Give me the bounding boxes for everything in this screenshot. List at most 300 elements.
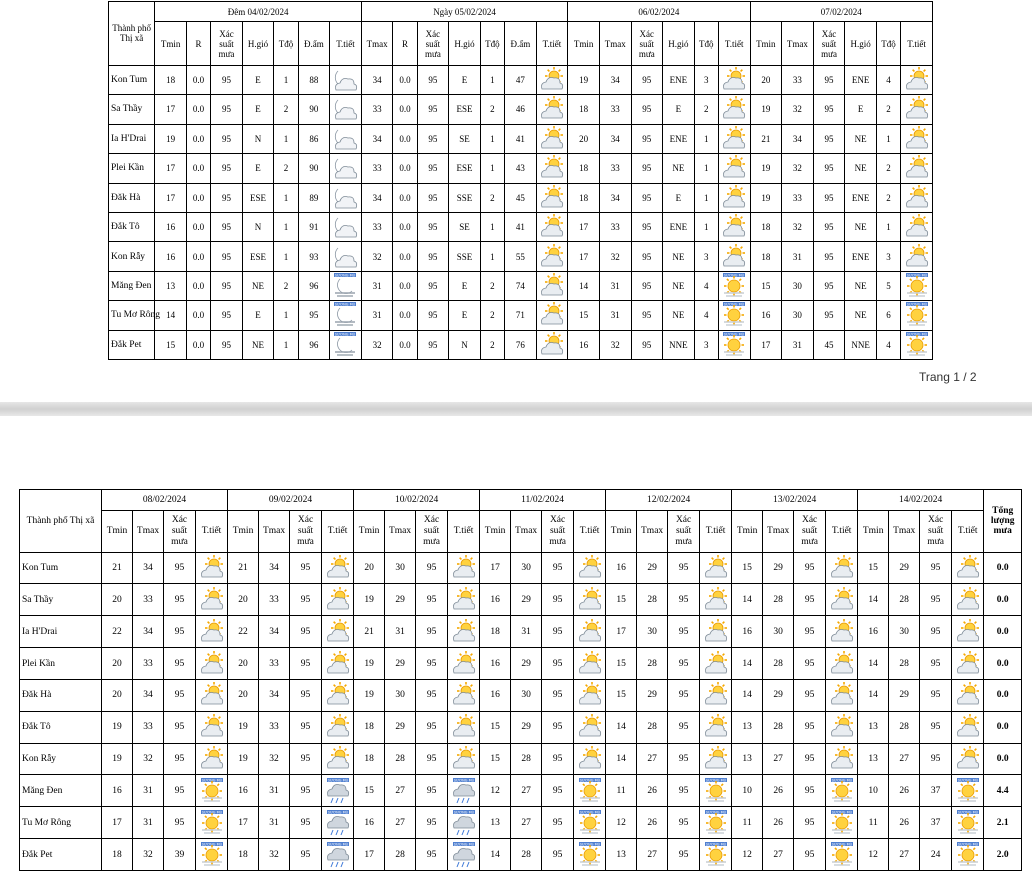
value-cell: 31 xyxy=(782,330,814,359)
weather-cell xyxy=(574,616,606,648)
value-cell: 95 xyxy=(164,648,196,680)
value-cell: 95 xyxy=(794,616,826,648)
weather-cell xyxy=(196,807,228,839)
weather-cell xyxy=(330,271,362,300)
value-cell: 29 xyxy=(511,648,542,680)
svg-text:SƯƠNG MÙ: SƯƠNG MÙ xyxy=(723,273,745,278)
value-cell: 17 xyxy=(750,330,782,359)
value-cell: 26 xyxy=(763,807,794,839)
page-1 xyxy=(0,0,1032,402)
weather-cell xyxy=(574,775,606,807)
column-header: T.tiết xyxy=(322,510,354,552)
partly-sunny-icon xyxy=(703,682,729,708)
partly-sunny-icon xyxy=(539,332,565,358)
value-cell: 18 xyxy=(354,711,385,743)
weather-cell xyxy=(322,616,354,648)
column-header: Tmax xyxy=(782,22,814,66)
value-cell: 41 xyxy=(505,124,537,153)
value-cell: 95 xyxy=(794,648,826,680)
rain-shower-icon xyxy=(451,778,477,804)
city-name: Kon Tum xyxy=(20,552,102,584)
value-cell: 17 xyxy=(102,807,133,839)
value-cell: 26 xyxy=(889,775,920,807)
partly-sunny-icon xyxy=(325,682,351,708)
weather-cell xyxy=(718,271,750,300)
value-cell: 95 xyxy=(631,65,663,94)
weather-cell xyxy=(196,775,228,807)
value-cell: NE xyxy=(845,154,877,183)
svg-text:SƯƠNG MÙ: SƯƠNG MÙ xyxy=(201,810,222,815)
value-cell: 14 xyxy=(858,679,889,711)
weather-cell xyxy=(700,584,732,616)
value-cell: 11 xyxy=(606,775,637,807)
value-cell: 95 xyxy=(631,330,663,359)
weather-cell xyxy=(901,242,933,271)
value-cell: 32 xyxy=(782,212,814,241)
weather-cell xyxy=(700,648,732,680)
value-cell: 95 xyxy=(668,743,700,775)
value-cell: 15 xyxy=(606,584,637,616)
value-cell: 37 xyxy=(920,775,952,807)
value-cell: ENE xyxy=(663,124,695,153)
value-cell: 16 xyxy=(606,552,637,584)
partly-sunny-icon xyxy=(577,746,603,772)
weather-cell xyxy=(901,95,933,124)
value-cell: 29 xyxy=(637,552,668,584)
column-header: Xác suất mưa xyxy=(164,510,196,552)
value-cell: 95 xyxy=(164,711,196,743)
value-cell: 18 xyxy=(750,242,782,271)
value-cell: 0.0 xyxy=(393,65,417,94)
value-cell: 95 xyxy=(416,775,448,807)
partly-sunny-icon xyxy=(904,67,930,93)
value-cell: 13 xyxy=(858,743,889,775)
value-cell: 31 xyxy=(511,616,542,648)
weather-cell xyxy=(536,183,568,212)
value-cell: 28 xyxy=(637,648,668,680)
value-cell: 88 xyxy=(298,65,330,94)
value-cell: 27 xyxy=(889,743,920,775)
value-cell: 95 xyxy=(164,616,196,648)
weather-cell xyxy=(700,743,732,775)
weather-cell xyxy=(901,212,933,241)
value-cell: 41 xyxy=(505,212,537,241)
value-cell: 12 xyxy=(732,839,763,871)
value-cell: 17 xyxy=(568,242,600,271)
value-cell: 29 xyxy=(385,648,416,680)
value-cell: 31 xyxy=(599,271,631,300)
value-cell: 95 xyxy=(542,807,574,839)
value-cell: 33 xyxy=(259,584,290,616)
weather-cell xyxy=(448,711,480,743)
value-cell: 33 xyxy=(782,183,814,212)
weather-cell xyxy=(196,648,228,680)
weather-cell xyxy=(536,242,568,271)
weather-cell xyxy=(536,95,568,124)
value-cell: 29 xyxy=(511,584,542,616)
value-cell: 95 xyxy=(813,301,845,330)
value-cell: 95 xyxy=(794,679,826,711)
value-cell: 33 xyxy=(133,648,164,680)
value-cell: 95 xyxy=(542,616,574,648)
svg-text:SƯƠNG MÙ: SƯƠNG MÙ xyxy=(723,302,745,307)
weather-cell xyxy=(574,839,606,871)
foggy-sun-icon xyxy=(721,332,747,358)
page-separator xyxy=(0,402,1032,416)
column-header: Tmax xyxy=(133,510,164,552)
svg-text:SƯƠNG MÙ: SƯƠNG MÙ xyxy=(335,273,356,278)
value-cell: E xyxy=(242,301,274,330)
weather-cell xyxy=(448,616,480,648)
weather-cell xyxy=(826,743,858,775)
weather-cell xyxy=(718,183,750,212)
weather-cell xyxy=(718,330,750,359)
value-cell: 28 xyxy=(763,584,794,616)
value-cell: 0.0 xyxy=(186,330,210,359)
value-cell: 32 xyxy=(599,242,631,271)
value-cell: 34 xyxy=(259,552,290,584)
value-cell: 90 xyxy=(298,154,330,183)
column-header: Xác suất mưa xyxy=(668,510,700,552)
value-cell: 31 xyxy=(599,301,631,330)
value-cell: 0.0 xyxy=(393,124,417,153)
value-cell: 26 xyxy=(637,775,668,807)
value-cell: 18 xyxy=(568,154,600,183)
column-header: T.tiết xyxy=(196,510,228,552)
value-cell: 5 xyxy=(876,271,900,300)
column-header: Xác suất mưa xyxy=(290,510,322,552)
value-cell: 95 xyxy=(211,154,243,183)
value-cell: 95 xyxy=(631,271,663,300)
value-cell: 95 xyxy=(542,775,574,807)
value-cell: 33 xyxy=(599,95,631,124)
value-cell: 19 xyxy=(155,124,187,153)
value-cell: 27 xyxy=(637,743,668,775)
value-cell: 32 xyxy=(133,839,164,871)
value-cell: 95 xyxy=(417,124,449,153)
weather-cell xyxy=(536,124,568,153)
city-name: Măng Đen xyxy=(109,271,155,300)
foggy-sun-icon xyxy=(721,273,747,299)
value-cell: 95 xyxy=(813,271,845,300)
svg-text:SƯƠNG MÙ: SƯƠNG MÙ xyxy=(957,841,978,846)
weather-cell xyxy=(196,616,228,648)
value-cell: 0.0 xyxy=(393,154,417,183)
value-cell: 89 xyxy=(298,183,330,212)
value-cell: 21 xyxy=(228,552,259,584)
date-header: 13/02/2024 xyxy=(732,490,858,511)
column-header: T.tiết xyxy=(901,22,933,66)
value-cell: 27 xyxy=(763,839,794,871)
weather-cell xyxy=(322,743,354,775)
column-header: Tmax xyxy=(259,510,290,552)
value-cell: 31 xyxy=(361,301,393,330)
foggy-sun-icon xyxy=(199,778,225,804)
value-cell: 2 xyxy=(274,154,298,183)
value-cell: 34 xyxy=(782,124,814,153)
value-cell: 19 xyxy=(102,743,133,775)
partly-sunny-icon xyxy=(904,155,930,181)
value-cell: 2 xyxy=(480,330,504,359)
partly-sunny-icon xyxy=(904,126,930,152)
total-rain: 0.0 xyxy=(984,711,1022,743)
value-cell: 17 xyxy=(155,95,187,124)
value-cell: 33 xyxy=(133,711,164,743)
column-header: Xác suất mưa xyxy=(813,22,845,66)
foggy-sun-icon xyxy=(904,302,930,328)
city-name: Sa Thầy xyxy=(109,95,155,124)
partly-sunny-icon xyxy=(577,619,603,645)
value-cell: 2 xyxy=(274,95,298,124)
value-cell: 30 xyxy=(637,616,668,648)
value-cell: 14 xyxy=(858,648,889,680)
value-cell: 95 xyxy=(416,839,448,871)
value-cell: NE xyxy=(663,154,695,183)
partly-sunny-icon xyxy=(829,555,855,581)
value-cell: 15 xyxy=(354,775,385,807)
column-header: Xác suất mưa xyxy=(211,22,243,66)
value-cell: 95 xyxy=(794,552,826,584)
value-cell: 22 xyxy=(228,616,259,648)
value-cell: 1 xyxy=(876,212,900,241)
value-cell: 31 xyxy=(385,616,416,648)
column-header: Tmax xyxy=(889,510,920,552)
weather-cell xyxy=(901,301,933,330)
weather-cell xyxy=(700,807,732,839)
value-cell: 95 xyxy=(417,330,449,359)
value-cell: 0.0 xyxy=(186,242,210,271)
value-cell: 95 xyxy=(794,775,826,807)
partly-sunny-icon xyxy=(829,714,855,740)
date-header: 14/02/2024 xyxy=(858,490,984,511)
partly-sunny-icon xyxy=(577,714,603,740)
column-header: Tđộ xyxy=(274,22,298,66)
value-cell: 30 xyxy=(889,616,920,648)
partly-sunny-icon xyxy=(904,244,930,270)
value-cell: ESE xyxy=(449,154,481,183)
partly-sunny-icon xyxy=(451,619,477,645)
value-cell: 22 xyxy=(102,616,133,648)
value-cell: 95 xyxy=(813,65,845,94)
value-cell: 18 xyxy=(354,743,385,775)
value-cell: 15 xyxy=(750,271,782,300)
column-header: Tmax xyxy=(385,510,416,552)
weather-cell xyxy=(330,65,362,94)
value-cell: 95 xyxy=(290,711,322,743)
value-cell: 26 xyxy=(637,807,668,839)
value-cell: 27 xyxy=(385,807,416,839)
value-cell: 95 xyxy=(416,679,448,711)
column-header: T.tiết xyxy=(700,510,732,552)
value-cell: 28 xyxy=(889,648,920,680)
partly-sunny-icon xyxy=(539,214,565,240)
column-header: T.tiết xyxy=(536,22,568,66)
partly-sunny-icon xyxy=(721,155,747,181)
value-cell: 39 xyxy=(164,839,196,871)
weather-cell xyxy=(574,743,606,775)
partly-sunny-icon xyxy=(721,96,747,122)
value-cell: 37 xyxy=(920,807,952,839)
rain-shower-icon xyxy=(325,842,351,868)
value-cell: 95 xyxy=(290,743,322,775)
value-cell: 19 xyxy=(228,711,259,743)
value-cell: 95 xyxy=(417,65,449,94)
total-rain: 2.1 xyxy=(984,807,1022,839)
weather-cell xyxy=(952,679,984,711)
foggy-sun-icon xyxy=(199,810,225,836)
svg-text:SƯƠNG MÙ: SƯƠNG MÙ xyxy=(453,778,474,783)
value-cell: 16 xyxy=(354,807,385,839)
value-cell: 14 xyxy=(480,839,511,871)
value-cell: 32 xyxy=(133,743,164,775)
partly-sunny-icon xyxy=(721,244,747,270)
value-cell: 34 xyxy=(133,679,164,711)
value-cell: 1 xyxy=(274,124,298,153)
value-cell: 0.0 xyxy=(393,95,417,124)
date-header: 09/02/2024 xyxy=(228,490,354,511)
weather-cell xyxy=(826,711,858,743)
value-cell: 13 xyxy=(732,711,763,743)
partly-sunny-icon xyxy=(451,714,477,740)
foggy-sun-icon xyxy=(829,842,855,868)
value-cell: 4 xyxy=(876,65,900,94)
value-cell: ENE xyxy=(845,183,877,212)
weather-cell xyxy=(901,183,933,212)
value-cell: E xyxy=(449,301,481,330)
value-cell: 1 xyxy=(274,212,298,241)
foggy-sun-icon xyxy=(829,778,855,804)
weather-cell xyxy=(322,807,354,839)
weather-cell xyxy=(448,775,480,807)
partly-sunny-icon xyxy=(199,587,225,613)
value-cell: 17 xyxy=(606,616,637,648)
table-row xyxy=(109,154,933,183)
column-header: R xyxy=(186,22,210,66)
weather-cell xyxy=(826,775,858,807)
value-cell: E xyxy=(449,271,481,300)
value-cell: 15 xyxy=(606,679,637,711)
foggy-sun-icon xyxy=(904,273,930,299)
value-cell: 14 xyxy=(732,648,763,680)
value-cell: 12 xyxy=(606,807,637,839)
value-cell: 16 xyxy=(732,616,763,648)
partly-sunny-icon xyxy=(721,185,747,211)
value-cell: 34 xyxy=(259,616,290,648)
column-header: Xác suất mưa xyxy=(631,22,663,66)
value-cell: 95 xyxy=(417,301,449,330)
total-rain: 0.0 xyxy=(984,743,1022,775)
value-cell: 19 xyxy=(750,154,782,183)
weather-cell xyxy=(196,743,228,775)
value-cell: 3 xyxy=(694,242,718,271)
weather-cell xyxy=(952,775,984,807)
value-cell: 33 xyxy=(259,648,290,680)
weather-cell xyxy=(330,154,362,183)
partly-sunny-icon xyxy=(539,126,565,152)
value-cell: NE xyxy=(663,301,695,330)
weather-cell xyxy=(448,839,480,871)
total-rain: 0.0 xyxy=(984,679,1022,711)
value-cell: E xyxy=(663,183,695,212)
value-cell: 2 xyxy=(480,183,504,212)
value-cell: 16 xyxy=(155,212,187,241)
value-cell: 95 xyxy=(417,154,449,183)
column-header: Xác suất mưa xyxy=(920,510,952,552)
value-cell: 95 xyxy=(164,552,196,584)
weather-cell xyxy=(330,212,362,241)
value-cell: 17 xyxy=(155,154,187,183)
value-cell: 10 xyxy=(858,775,889,807)
partly-sunny-icon xyxy=(577,682,603,708)
value-cell: 95 xyxy=(813,212,845,241)
partly-sunny-icon xyxy=(703,619,729,645)
value-cell: N xyxy=(242,124,274,153)
value-cell: 95 xyxy=(668,711,700,743)
value-cell: 95 xyxy=(668,775,700,807)
column-header: Tđộ xyxy=(480,22,504,66)
foggy-sun-icon xyxy=(577,810,603,836)
value-cell: 17 xyxy=(228,807,259,839)
weather-cell xyxy=(322,679,354,711)
value-cell: 95 xyxy=(813,154,845,183)
total-rain: 0.0 xyxy=(984,584,1022,616)
value-cell: 0.0 xyxy=(186,124,210,153)
value-cell: 95 xyxy=(794,584,826,616)
value-cell: E xyxy=(449,65,481,94)
weather-cell xyxy=(536,212,568,241)
weather-cell xyxy=(330,183,362,212)
value-cell: 95 xyxy=(794,711,826,743)
cloudy-night-icon xyxy=(332,244,358,270)
value-cell: E xyxy=(242,154,274,183)
value-cell: 30 xyxy=(782,301,814,330)
column-header: Tmax xyxy=(599,22,631,66)
value-cell: 20 xyxy=(102,584,133,616)
value-cell: 14 xyxy=(606,743,637,775)
value-cell: 28 xyxy=(763,711,794,743)
weather-cell xyxy=(901,330,933,359)
value-cell: 29 xyxy=(763,552,794,584)
column-header: H.gió xyxy=(845,22,877,66)
column-header: Xác suất mưa xyxy=(417,22,449,66)
value-cell: 20 xyxy=(568,124,600,153)
value-cell: 76 xyxy=(505,330,537,359)
column-header: T.tiết xyxy=(952,510,984,552)
value-cell: 95 xyxy=(813,242,845,271)
value-cell: 34 xyxy=(599,65,631,94)
cloudy-night-icon xyxy=(332,185,358,211)
table-row xyxy=(20,648,1022,680)
table-row xyxy=(20,616,1022,648)
table-row xyxy=(109,65,933,94)
value-cell: 16 xyxy=(480,679,511,711)
value-cell: 18 xyxy=(750,212,782,241)
weather-cell xyxy=(700,775,732,807)
value-cell: 28 xyxy=(385,839,416,871)
column-header: Xác suất mưa xyxy=(794,510,826,552)
weather-cell xyxy=(196,711,228,743)
svg-text:SƯƠNG MÙ: SƯƠNG MÙ xyxy=(831,841,852,846)
svg-text:SƯƠNG MÙ: SƯƠNG MÙ xyxy=(579,778,600,783)
value-cell: 14 xyxy=(732,679,763,711)
value-cell: 47 xyxy=(505,65,537,94)
value-cell: 95 xyxy=(211,183,243,212)
foggy-sun-icon xyxy=(703,778,729,804)
svg-text:SƯƠNG MÙ: SƯƠNG MÙ xyxy=(327,810,348,815)
period-header: Đêm 04/02/2024 xyxy=(155,2,361,22)
value-cell: NE xyxy=(845,212,877,241)
value-cell: 95 xyxy=(290,679,322,711)
